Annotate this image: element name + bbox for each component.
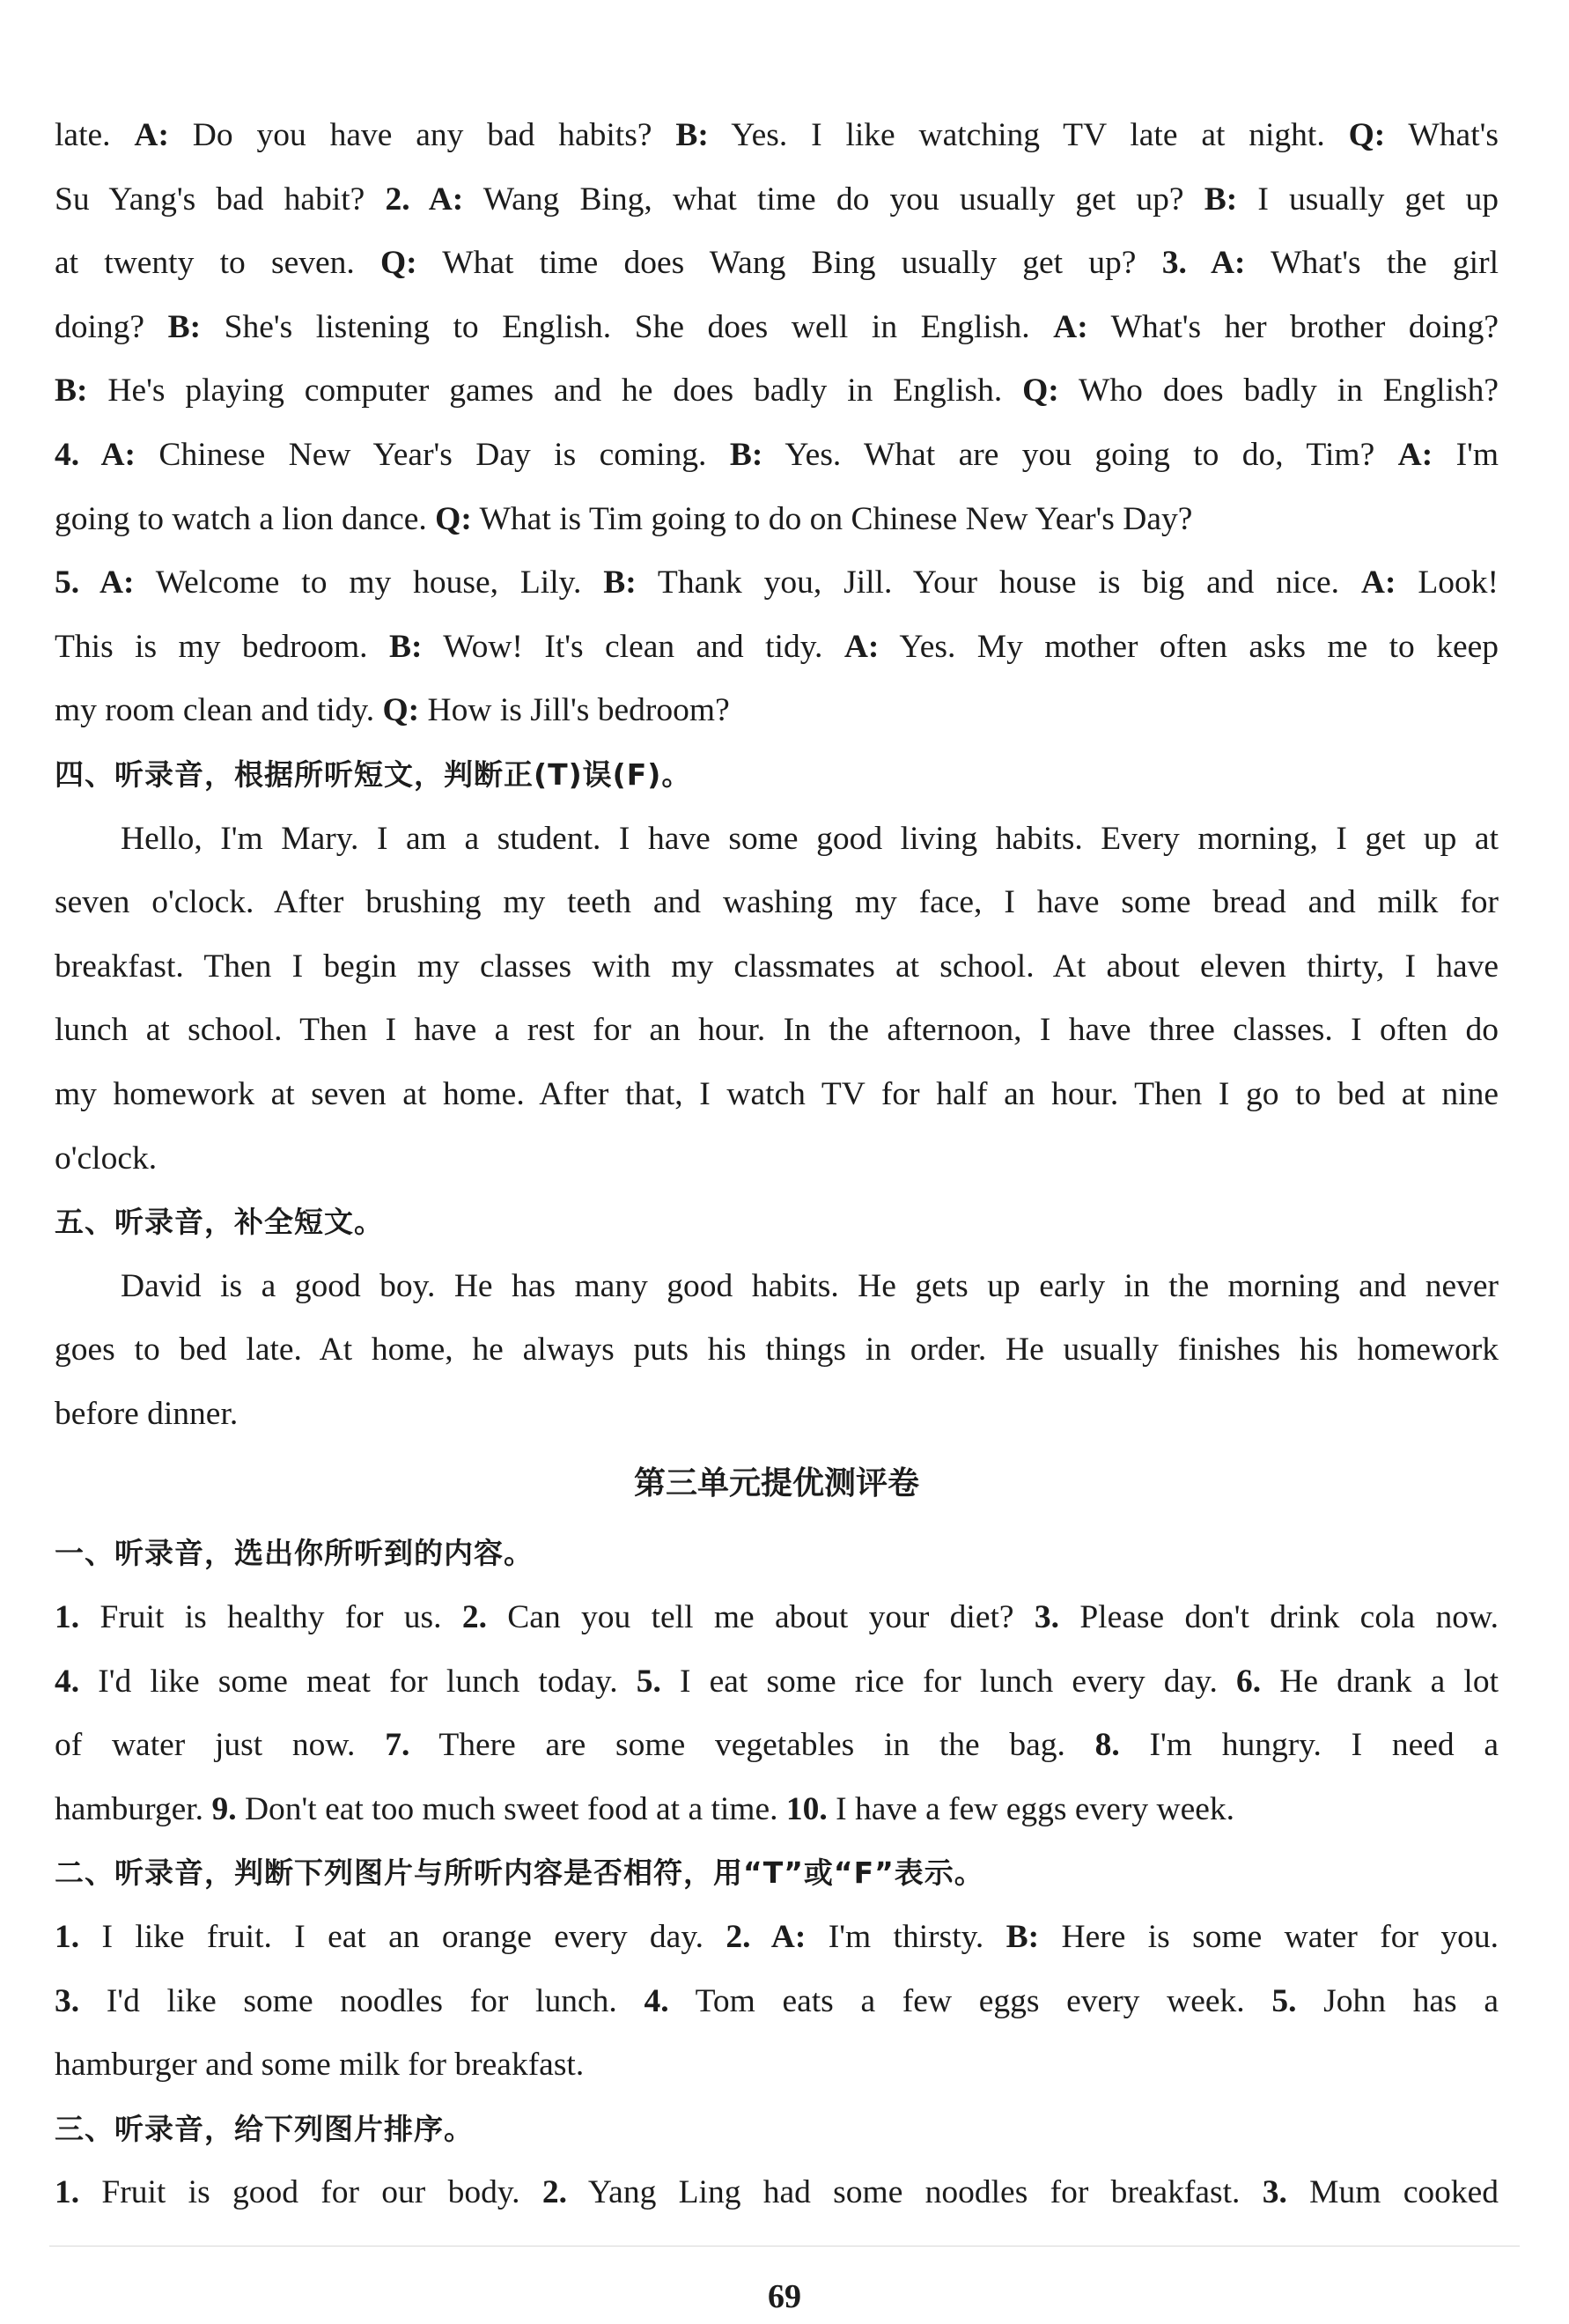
- text-line: 4. A: Chinese New Year's Day is coming. B: Yes. What are you going to do, Tim? A: I'm: [55, 436, 1499, 473]
- section-heading: 一、听录音，选出你所听到的内容。: [55, 1536, 534, 1571]
- text-line: of water just now. 7. There are some vegetables in the bag. 8. I'm hungry. I need a: [55, 1727, 1499, 1764]
- text-line: before dinner.: [55, 1395, 239, 1432]
- footer-divider: [49, 2246, 1520, 2247]
- section-five-passage: [55, 1255, 1499, 1447]
- text-line: hamburger. 9. Don't eat too much sweet food at a time. 10. I have a few eggs every week.: [55, 1790, 1235, 1827]
- text-line: 5. A: Welcome to my house, Lily. B: Thank you, Jill. Your house is big and nice. A: Look!: [55, 564, 1499, 601]
- text-line: seven o'clock. After brushing my teeth and washing my face, I have some bread and milk for: [55, 884, 1499, 921]
- text-line: late. A: Do you have any bad habits? B: Yes. I like watching TV late at night. Q: What's: [55, 117, 1499, 153]
- part-one-items: [55, 1586, 1499, 1841]
- text-line: lunch at school. Then I have a rest for an hour. In the afternoon, I have three classes. I often do: [55, 1012, 1499, 1049]
- text-line: B: He's playing computer games and he does badly in English. Q: Who does badly in English?: [55, 373, 1499, 409]
- text-line: breakfast. Then I begin my classes with my classmates at school. At about eleven thirty, I have: [55, 948, 1499, 985]
- text-line: Su Yang's bad habit? 2. A: Wang Bing, what time do you usually get up? B: I usually get up: [55, 181, 1499, 218]
- text-line: at twenty to seven. Q: What time does Wang Bing usually get up? 3. A: What's the girl: [55, 245, 1499, 282]
- page-content: [55, 104, 1499, 2225]
- text-line: my homework at seven at home. After that, I watch TV for half an hour. Then I go to bed at nine: [55, 1075, 1499, 1112]
- text-line: 1. Fruit is healthy for us. 2. Can you tell me about your diet? 3. Please don't drink cola now.: [55, 1599, 1499, 1636]
- text-line: This is my bedroom. B: Wow! It's clean and tidy. A: Yes. My mother often asks me to keep: [55, 628, 1499, 665]
- text-line: goes to bed late. At home, he always puts his things in order. He usually finishes his homework: [55, 1332, 1499, 1369]
- text-line: hamburger and some milk for breakfast.: [55, 2047, 585, 2084]
- text-line: David is a good boy. He has many good habits. He gets up early in the morning and never: [121, 1267, 1499, 1304]
- section-heading: 五、听录音，补全短文。: [55, 1205, 384, 1240]
- unit-title: 第三单元提优测评卷: [633, 1465, 919, 1502]
- section-heading: 四、听录音，根据所听短文，判断正(T)误(F)。: [55, 756, 692, 792]
- answer-script-block: [55, 104, 1499, 743]
- text-line: doing? B: She's listening to English. She does well in English. A: What's her brother doing?: [55, 308, 1499, 345]
- section-heading: 三、听录音，给下列图片排序。: [55, 2111, 474, 2146]
- text-line: 3. I'd like some noodles for lunch. 4. Tom eats a few eggs every week. 5. John has a: [55, 1982, 1499, 2019]
- section-four-passage: [55, 808, 1499, 1192]
- text-line: 1. I like fruit. I eat an orange every day. 2. A: I'm thirsty. B: Here is some water for you.: [55, 1919, 1499, 1956]
- section-heading: 二、听录音，判断下列图片与所听内容是否相符，用“T”或“F”表示。: [55, 1856, 984, 1891]
- text-line: 4. I'd like some meat for lunch today. 5. I eat some rice for lunch every day. 6. He drank a lot: [55, 1663, 1499, 1700]
- text-line: o'clock.: [55, 1140, 158, 1177]
- text-line: Hello, I'm Mary. I am a student. I have some good living habits. Every morning, I get up at: [121, 820, 1499, 857]
- text-line: going to watch a lion dance. Q: What is Tim going to do on Chinese New Year's Day?: [55, 500, 1193, 537]
- part-two-items: [55, 1906, 1499, 2098]
- text-line: my room clean and tidy. Q: How is Jill's bedroom?: [55, 692, 730, 729]
- page-number: 69: [768, 2278, 801, 2315]
- text-line: 1. Fruit is good for our body. 2. Yang Ling had some noodles for breakfast. 3. Mum cooked: [55, 2174, 1499, 2211]
- part-three-items: [55, 2161, 1499, 2225]
